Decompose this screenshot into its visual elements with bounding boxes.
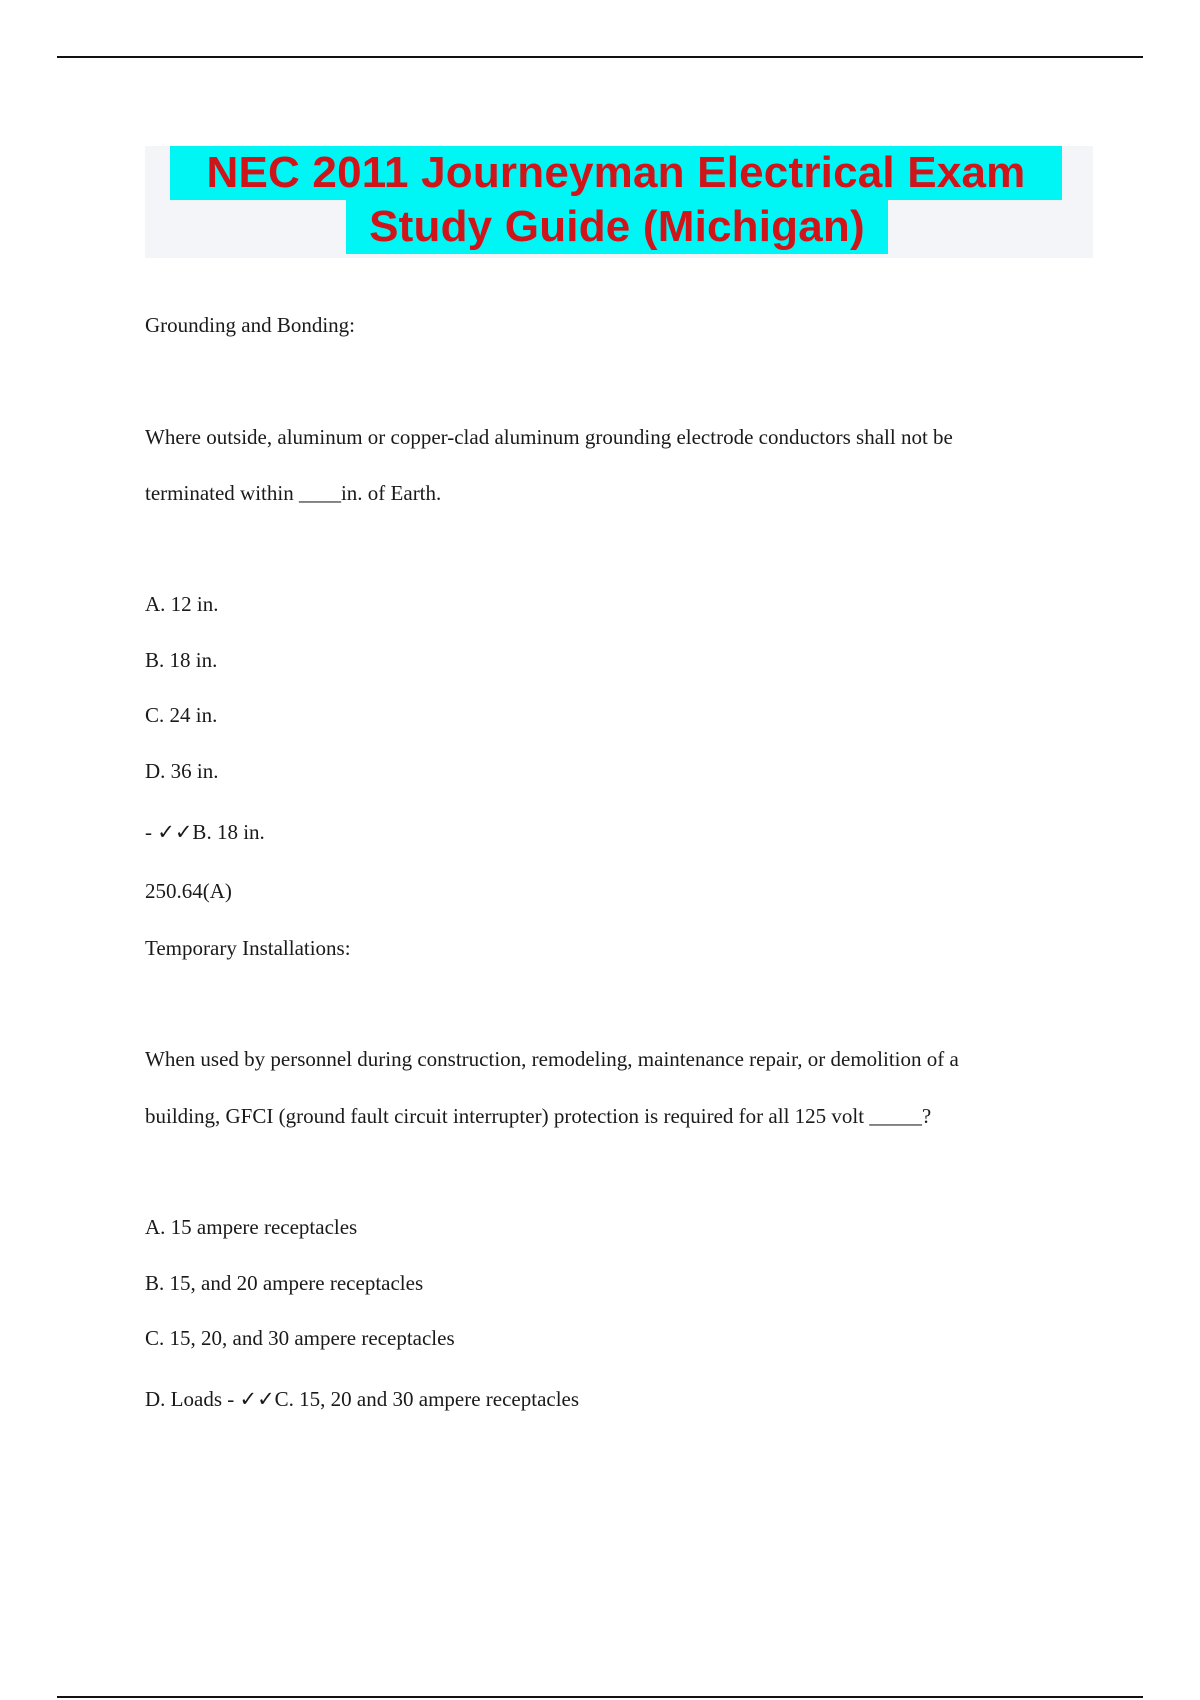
section-heading: Temporary Installations: <box>145 936 351 960</box>
document-title-line-2: Study Guide (Michigan) <box>346 200 888 254</box>
bottom-rule <box>57 1696 1143 1698</box>
answer-option: A. 15 ampere receptacles <box>145 1215 358 1239</box>
question-text: building, GFCI (ground fault circuit interrupter) protection is required for all 125 volt _____? <box>145 1104 932 1128</box>
correct-answer: - ✓✓B. 18 in. <box>145 820 265 844</box>
answer-option: B. 15, and 20 ampere receptacles <box>145 1271 424 1295</box>
answer-option: C. 15, 20, and 30 ampere receptacles <box>145 1326 455 1350</box>
answer-option: C. 24 in. <box>145 703 218 727</box>
answer-option: D. 36 in. <box>145 759 219 783</box>
question-text: terminated within ____in. of Earth. <box>145 481 442 505</box>
code-reference: 250.64(A) <box>145 879 232 903</box>
top-rule <box>57 56 1143 58</box>
document-title-line-1: NEC 2011 Journeyman Electrical Exam <box>170 146 1062 200</box>
answer-option: A. 12 in. <box>145 592 219 616</box>
answer-option-with-correct-answer: D. Loads - ✓✓C. 15, 20 and 30 ampere receptacles <box>145 1387 580 1411</box>
question-text: When used by personnel during construction, remodeling, maintenance repair, or demolition of a <box>145 1047 959 1071</box>
title-banner <box>145 146 1093 258</box>
section-heading: Grounding and Bonding: <box>145 313 355 337</box>
answer-option: B. 18 in. <box>145 648 218 672</box>
question-text: Where outside, aluminum or copper-clad aluminum grounding electrode conductors shall not be <box>145 425 953 449</box>
